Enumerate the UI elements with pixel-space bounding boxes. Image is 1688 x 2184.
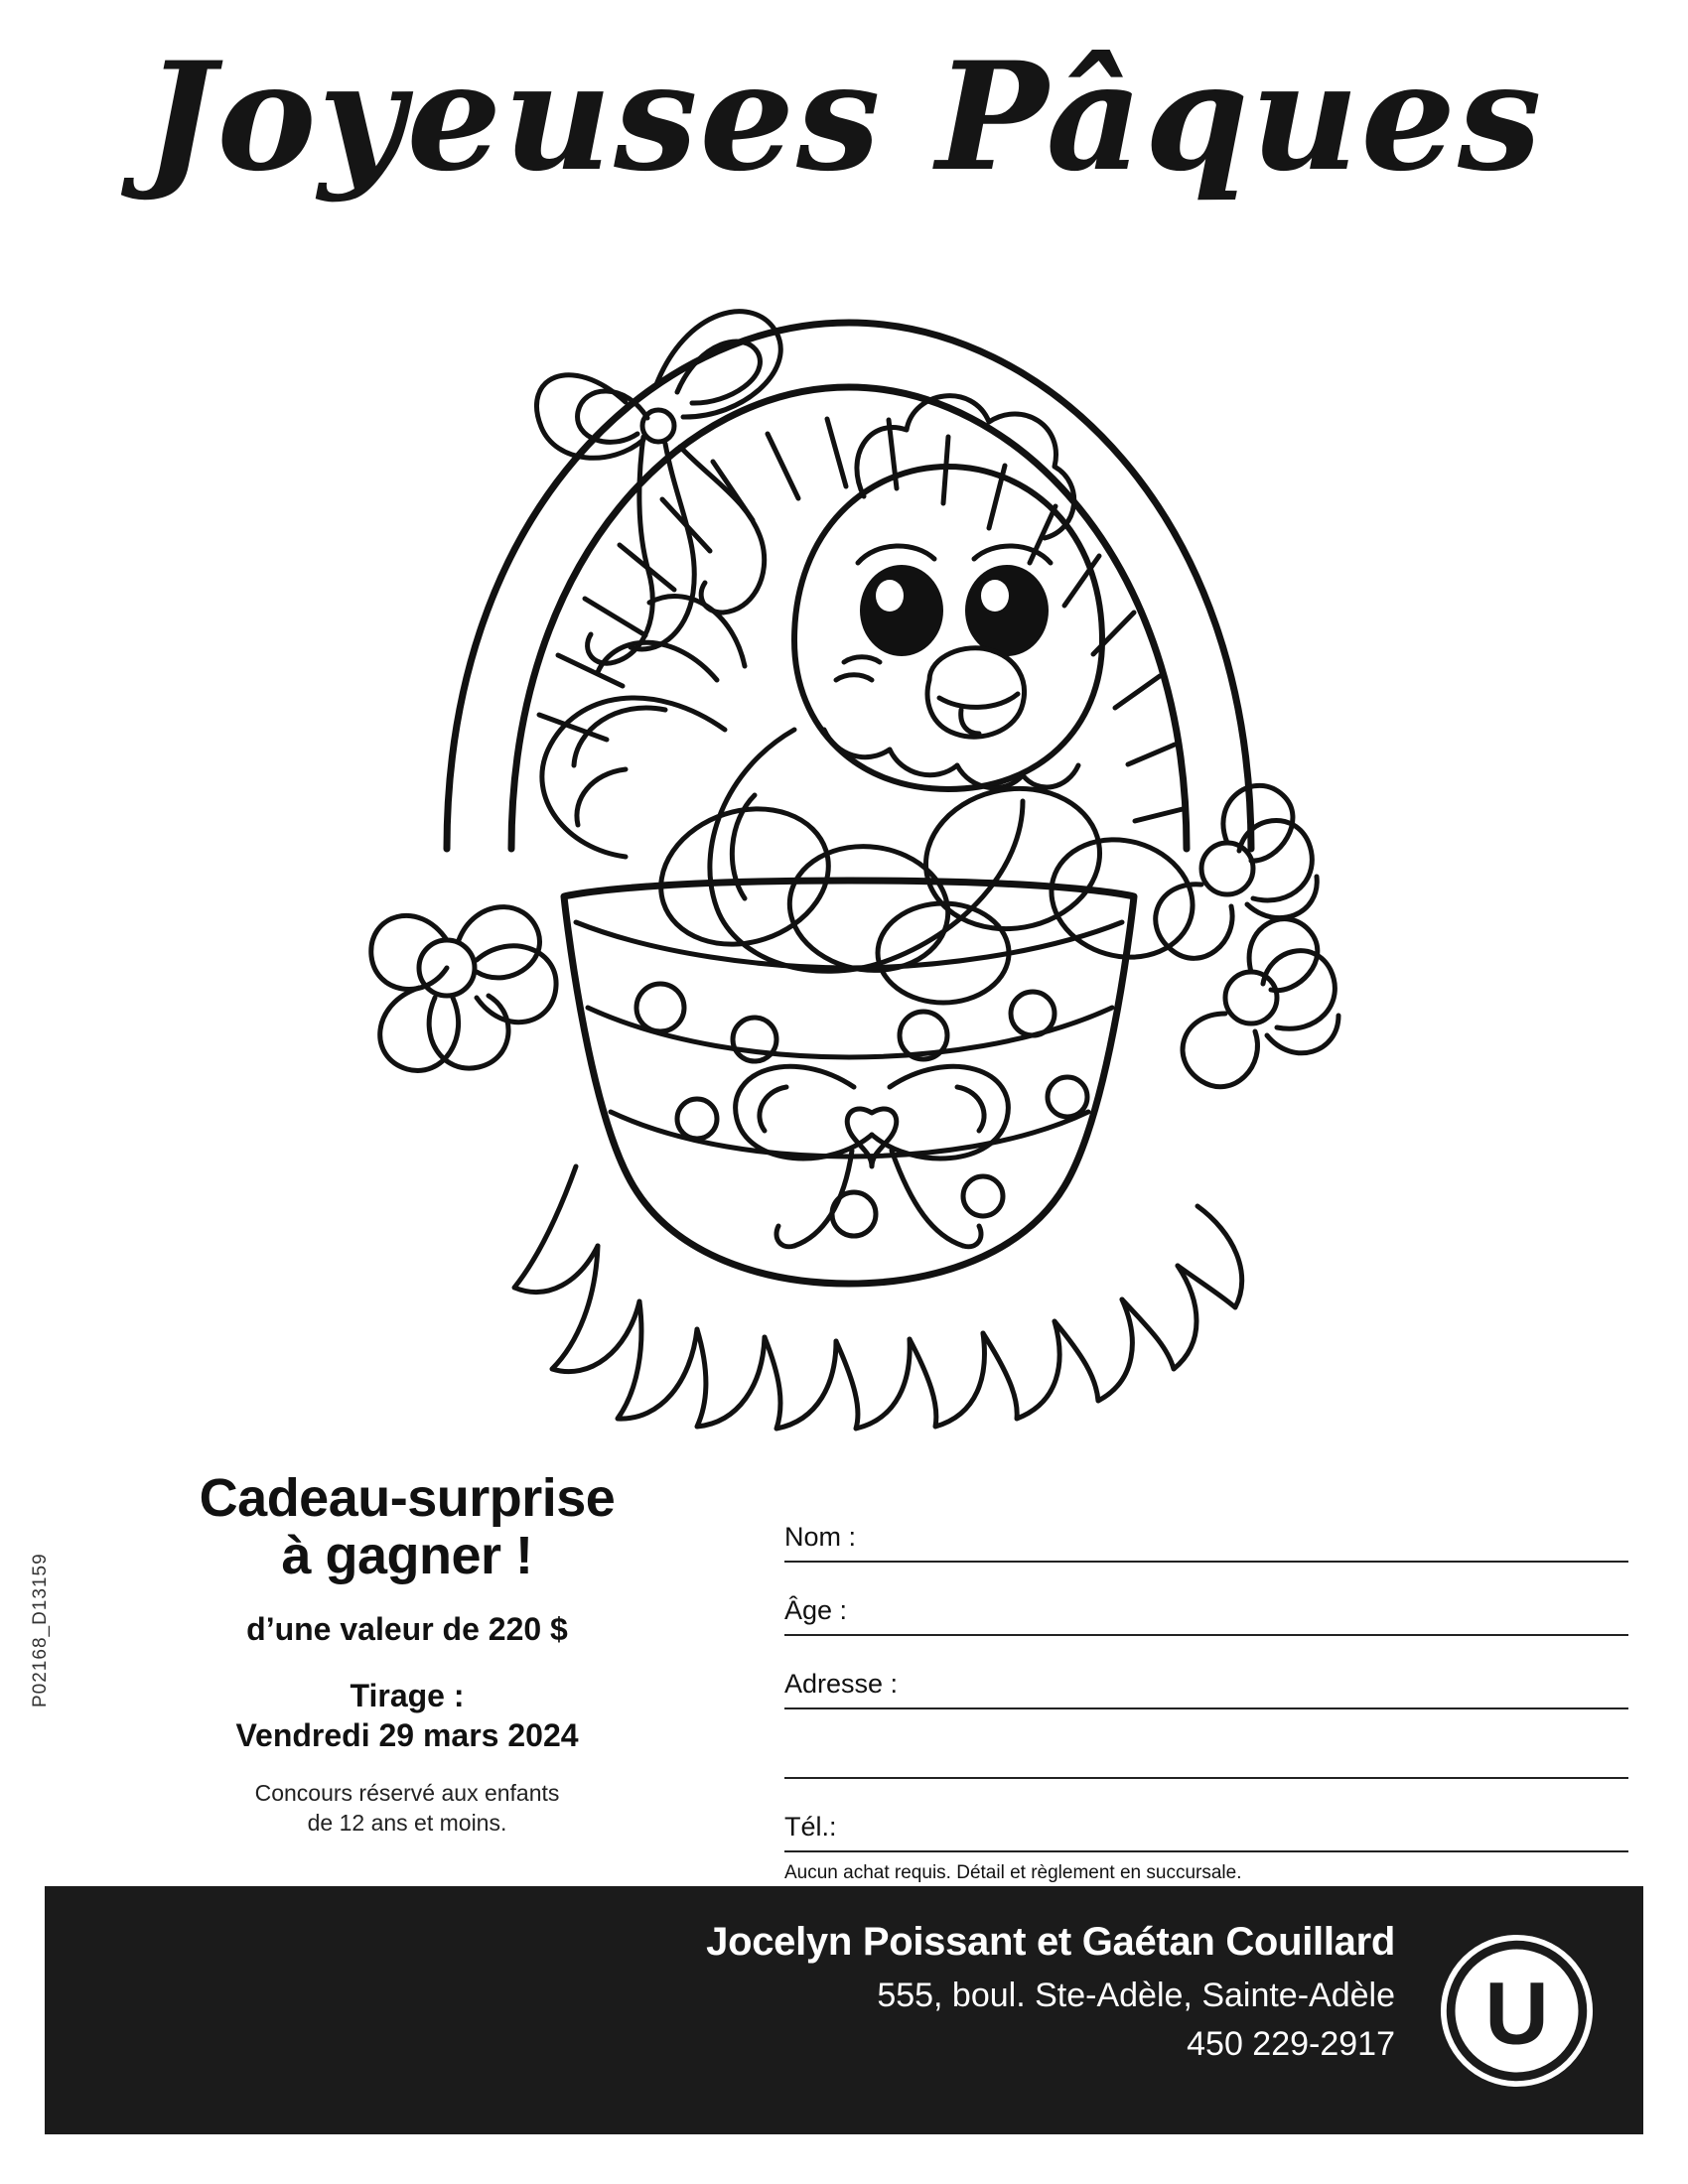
promo-block (109, 1469, 705, 1838)
draw-label: Tirage : (350, 1677, 465, 1713)
draw-info (109, 1676, 705, 1755)
prize-title-line2: à gagner ! (281, 1526, 533, 1586)
field-adresse-line2[interactable] (784, 1709, 1628, 1779)
footer-phone: 450 229-2917 (1187, 2025, 1395, 2063)
metro-u-logo (1440, 1934, 1594, 2088)
field-adresse[interactable] (784, 1636, 1628, 1709)
easter-basket-illustration (328, 213, 1370, 1434)
field-tel[interactable] (784, 1779, 1628, 1852)
field-age-label: Âge : (784, 1595, 848, 1625)
field-age[interactable] (784, 1563, 1628, 1636)
footer-bar (45, 1886, 1643, 2134)
eligibility-line1: Concours réservé aux enfants (254, 1779, 560, 1806)
draw-date: Vendredi 29 mars 2024 (235, 1716, 579, 1753)
prize-title-line1: Cadeau-surprise (199, 1468, 616, 1528)
eligibility-note (109, 1779, 705, 1839)
job-code: P02168_D13159 (30, 1553, 51, 1707)
entry-form (784, 1489, 1628, 1884)
field-adresse-label: Adresse : (784, 1669, 899, 1699)
field-tel-label: Tél.: (784, 1812, 837, 1842)
field-nom-label: Nom : (784, 1522, 857, 1552)
footer-address: 555, boul. Ste-Adèle, Sainte-Adèle (877, 1977, 1395, 2014)
prize-title (109, 1469, 705, 1585)
form-legal-note: Aucun achat requis. Détail et règlement en succursale. (784, 1862, 1242, 1883)
eligibility-line2: de 12 ans et moins. (307, 1809, 507, 1836)
page-title: Joyeuses Pâques (144, 30, 1544, 205)
footer-merchants: Jocelyn Poissant et Gaétan Couillard (706, 1920, 1395, 1964)
field-nom[interactable] (784, 1489, 1628, 1563)
prize-value: d’une valeur de 220 $ (246, 1610, 568, 1647)
footer-store-info (253, 1920, 1395, 2064)
metro-u-logo-letter: U (1484, 1963, 1549, 2063)
